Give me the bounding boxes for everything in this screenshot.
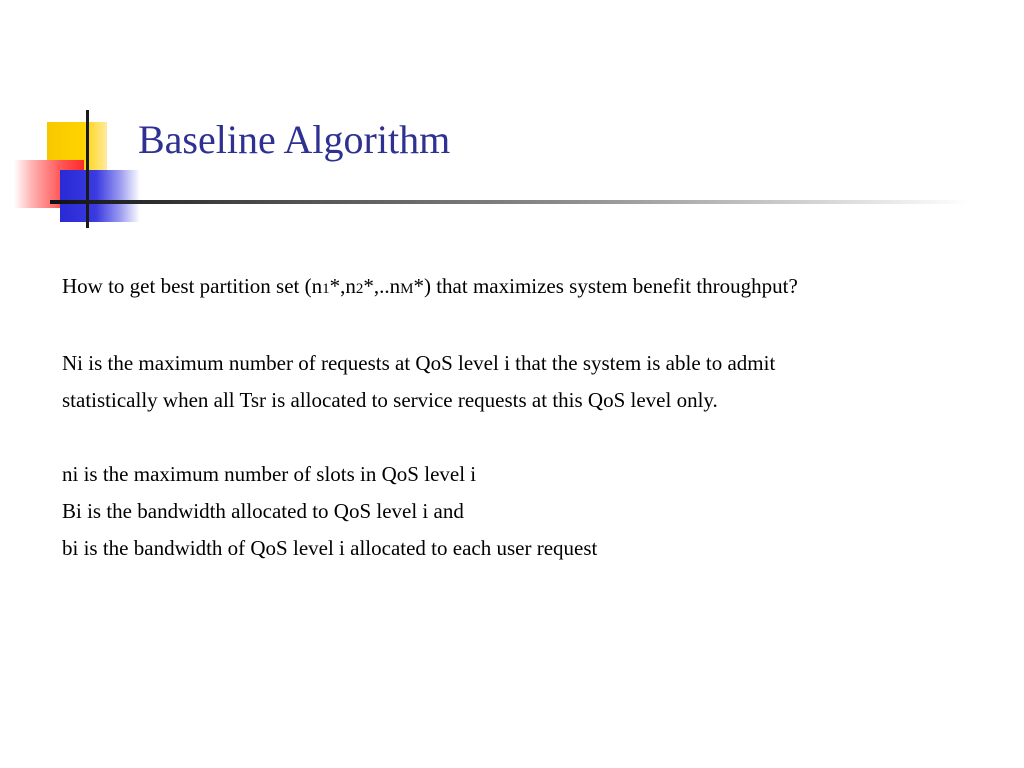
question-paragraph xyxy=(62,268,862,308)
slide-title: Baseline Algorithm xyxy=(138,117,451,162)
logo-blue-block xyxy=(60,170,140,222)
paragraph-gap xyxy=(62,419,862,456)
paragraph-gap xyxy=(62,308,862,345)
question-text-3: *,..n xyxy=(363,274,401,298)
logo-vertical-line xyxy=(86,110,89,228)
bandwidth-allocated-line: Bi is the bandwidth allocated to QoS level i and xyxy=(62,499,464,523)
question-index-2: 2 xyxy=(355,281,364,297)
question-text-2: *,n xyxy=(329,274,356,298)
question-index-m: M xyxy=(400,281,414,297)
question-text-1: How to get best partition set (n xyxy=(62,274,323,298)
slide-body xyxy=(62,268,862,567)
ni-definition-paragraph: Ni is the maximum number of requests at QoS level i that the system is able to admit statistically when all Tsr is allocated to service requests at this QoS level only. xyxy=(62,351,776,412)
question-text-4: *) that maximizes system benefit throughput? xyxy=(413,274,798,298)
question-index-1: 1 xyxy=(322,281,330,297)
bandwidth-per-request-line: bi is the bandwidth of QoS level i allocated to each user request xyxy=(62,536,598,560)
title-underline xyxy=(50,200,970,204)
slots-definition-line: ni is the maximum number of slots in QoS level i xyxy=(62,462,477,486)
